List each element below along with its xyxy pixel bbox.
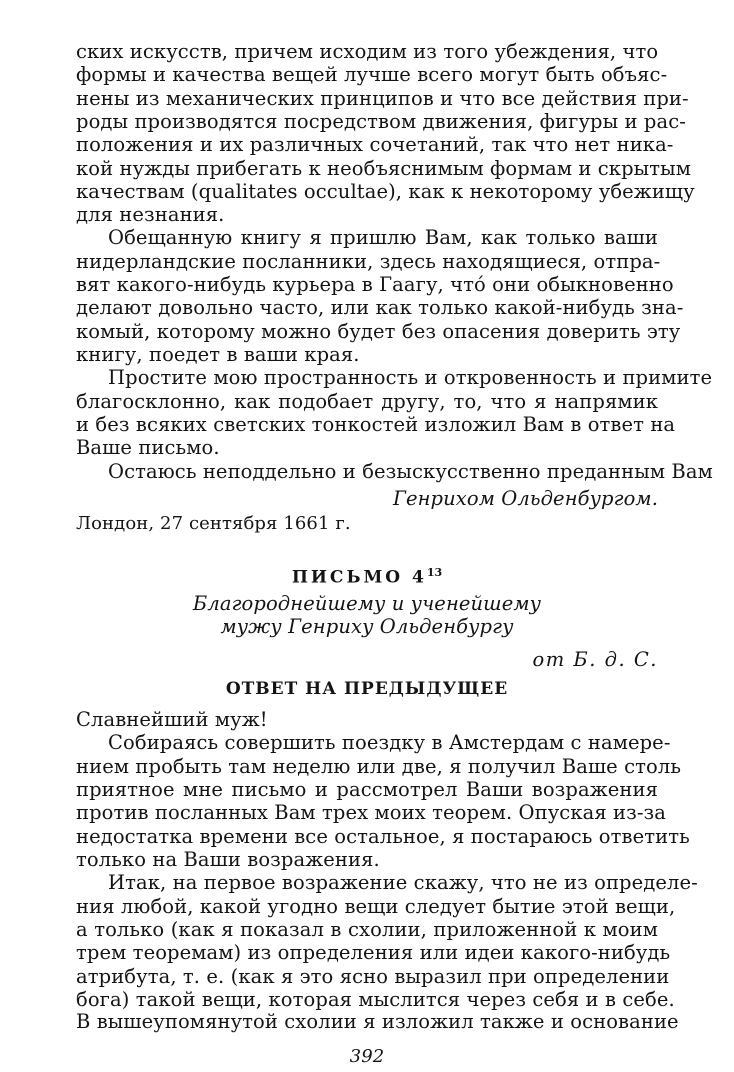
dateline: Лондон, 27 сентября 1661 г. [76,513,351,534]
text-line: Обещанную книгу я пришлю Вам, как только ваши [108,226,658,249]
text-line: комый, которому можно будет без опасения доверить эту [76,320,681,343]
signature: Генрихом Ольденбургом. [392,487,658,510]
text-line: нидерландские посланники, здесь находящиеся, отпра- [76,250,661,273]
text-line: нены из механических принципов и что все действия при- [76,87,689,110]
address-line: Благороднейшему и ученейшему [192,592,542,615]
text-line: вят какого-нибудь курьера в Гаагу, что́ они обыкновенно [76,273,674,296]
text-line: недостатка времени все остальное, я постараюсь ответить [76,825,690,848]
address-line: мужу Генриху Ольденбургу [220,615,514,638]
text-line: положения и их различных сочетаний, так что нет ника- [76,133,674,156]
text-line: и без всяких светских тонкостей изложил Вам в ответ на [76,413,676,436]
text-line: только на Ваши возражения. [76,848,380,871]
letter-heading [0,561,734,590]
text-line: благосклонно, как подобает другу, то, что я напрямик [76,390,658,413]
page-number: 392 [349,1046,385,1067]
letter-title: ПИСЬМО 4 [291,567,427,588]
sender: от Б. д. С. [532,648,658,671]
text-line: книгу, поедет в ваши края. [76,343,360,366]
text-line: Собираясь совершить поездку в Амстердам с намере- [108,731,671,754]
text-line: приятное мне письмо и рассмотрел Ваши возражения [76,778,658,801]
footnote-marker: 13 [426,566,443,579]
text-line: против посланных Вам трех моих теорем. Опуская из-за [76,801,667,824]
text-line: ских искусств, причем исходим из того убеждения, что [76,40,659,63]
text-line: для незнания. [76,203,225,226]
text-line: Простите мою пространность и откровенность и примите [108,366,713,389]
text-line: формы и качества вещей лучше всего могут быть объяс- [76,63,668,86]
text-line: роды производятся посредством движения, фигуры и рас- [76,110,686,133]
text-line: кой нужды прибегать к необъяснимым формам и скрытым [76,157,692,180]
text-line: качествам (qualitates occultae), как к некоторому убежищу [76,180,695,203]
text-line: Итак, на первое возражение скажу, что не из определе- [108,871,698,894]
reply-heading: ОТВЕТ НА ПРЕДЫДУЩЕЕ [225,679,509,699]
text-line: бога) такой вещи, которая мыслится через себя и в себе. [76,988,675,1011]
text-line: В вышеупомянутой схолии я изложил также и основание [76,1010,679,1033]
salutation: Славнейший муж! [76,708,268,731]
text-line: Ваше письмо. [76,436,220,459]
text-line: трем теоремам) из определения или идеи какого-нибудь [76,941,671,964]
closing-line: Остаюсь неподдельно и безыскусственно преданным Вам [108,460,713,483]
text-line: нием пробыть там неделю или две, я получил Ваше столь [76,755,682,778]
text-line: а только (как я показал в схолии, приложенной к моим [76,918,658,941]
text-line: атрибута, т. е. (как я это ясно выразил при определении [76,965,670,988]
text-line: ния любой, какой угодно вещи следует бытие этой вещи, [76,895,676,918]
text-line: делают довольно часто, или как только какой-нибудь зна- [76,296,684,319]
